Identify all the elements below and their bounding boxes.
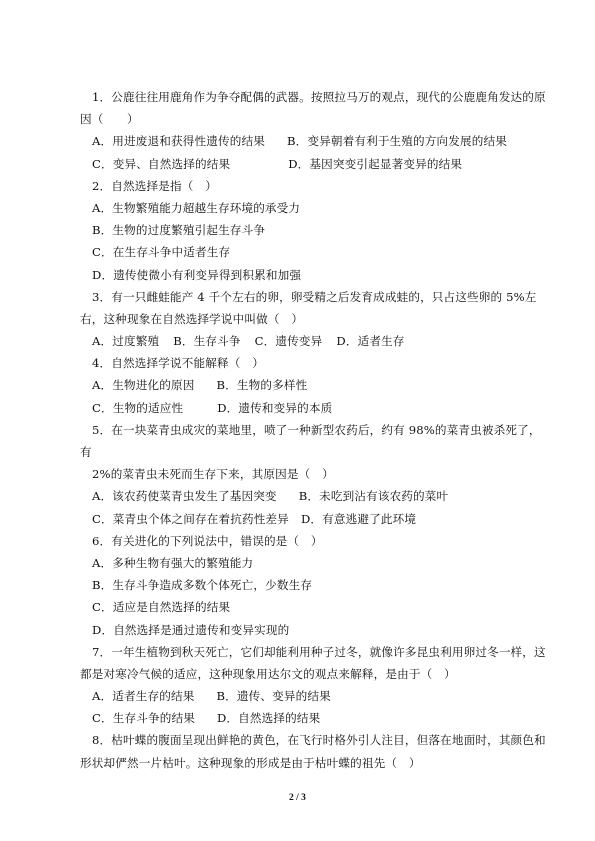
- question-7-stem-line-1: 7．一年生植物到秋天死亡，它们却能利用种子过冬，就像许多昆虫利用卵过冬一样，这: [92, 644, 546, 659]
- question-3-options-row: [80, 330, 520, 352]
- question-5-stem-line-1: 5．在一块菜青虫成灾的菜地里，喷了一种新型农药后，约有 98%的菜青虫被杀死了，: [92, 422, 541, 437]
- question-6-option-c: C．适应是自然选择的结果: [92, 600, 231, 615]
- question-2-stem: 2．自然选择是指（ ）: [92, 178, 217, 193]
- option-b: B．生物的多样性: [216, 378, 308, 393]
- question-4-options-row-1: [80, 374, 520, 396]
- option-c: C．菜青虫个体之间存在着抗药性差异: [92, 511, 289, 526]
- question-5-options-row-2: [80, 508, 520, 530]
- question-1-options-row-2: [80, 153, 520, 175]
- option-a: A．该农药使菜青虫发生了基因突变: [92, 489, 277, 504]
- option-c: C．变异、自然选择的结果: [92, 156, 231, 171]
- question-1-stem-line-2: 因（ ）: [80, 112, 139, 127]
- question-2-option-a: A．生物繁殖能力超越生存环境的承受力: [92, 200, 301, 215]
- question-2-option-b: B．生物的过度繁殖引起生存斗争: [92, 223, 266, 238]
- option-d: D．有意逃避了此环境: [300, 511, 417, 526]
- option-c: C．生物的适应性: [92, 400, 184, 415]
- question-5-stem-line-3: 2%的菜青虫未死而生存下来，其原因是（ ）: [92, 467, 334, 482]
- question-5-stem-line-2: 有: [80, 445, 92, 459]
- question-8-stem-line-1: 8．枯叶蝶的腹面呈现出鲜艳的黄色，在飞行时格外引人注目，但落在地面时，其颜色和: [92, 733, 546, 748]
- question-6-stem: 6．有关进化的下列说法中，错误的是（ ）: [92, 533, 323, 548]
- option-a: A．用进废退和获得性遗传的结果: [92, 134, 265, 149]
- question-3-stem-line-1: 3．有一只雌蛙能产 4 千个左右的卵，卵受精之后发育成成蛙的，只占这些卵的 5%左: [92, 289, 537, 304]
- option-c: C．遗传变异: [254, 334, 323, 349]
- question-4-options-row-2: [80, 397, 520, 419]
- question-1-stem-line-1: 1．公鹿往往用鹿角作为争夺配偶的武器。按照拉马万的观点，现代的公鹿鹿角发达的原: [92, 90, 546, 104]
- question-5-options-row-1: [80, 485, 520, 507]
- option-d: D．自然选择的结果: [216, 711, 321, 726]
- question-2-option-c: C．在生存斗争中适者生存: [92, 245, 231, 260]
- question-6-option-a: A．多种生物有强大的繁殖能力: [92, 555, 254, 570]
- option-c: C．生存斗争的结果: [92, 711, 195, 726]
- option-a: A．生物进化的原因: [92, 378, 195, 393]
- option-a: A．适者生存的结果: [92, 689, 195, 704]
- option-b: B．未吃到沾有该农药的菜叶: [298, 489, 449, 504]
- question-6-option-d: D．自然选择是通过遗传和变异实现的: [92, 622, 290, 637]
- question-8-stem-line-2: 形状却俨然一片枯叶。这种现象的形成是由于枯叶蝶的祖先（ ）: [80, 755, 421, 770]
- question-7-options-row-1: [80, 685, 520, 707]
- question-1-options-row-1: [80, 130, 520, 152]
- option-b: B．生存斗争: [173, 334, 241, 349]
- question-3-stem-line-2: 右，这种现象在自然选择学说中叫做（ ）: [80, 311, 304, 326]
- question-7-stem-line-2: 都是对寒冷气候的适应，这种现象用达尔文的观点来解释，是由于（ ）: [80, 666, 456, 681]
- option-a: A．过度繁殖: [92, 334, 160, 349]
- option-d: D．基因突变引起显著变异的结果: [288, 156, 463, 171]
- question-6-option-b: B．生存斗争造成多数个体死亡，少数生存: [92, 578, 313, 593]
- option-d: D．遗传和变异的本质: [217, 400, 333, 415]
- option-b: B．遗传、变异的结果: [216, 689, 331, 704]
- question-4-stem: 4．自然选择学说不能解释（ ）: [92, 356, 264, 371]
- option-b: B．变异朝着有利于生殖的方向发展的结果: [286, 134, 507, 149]
- page-number: 2 / 3: [289, 793, 306, 803]
- option-d: D．适者生存: [336, 334, 405, 349]
- question-7-options-row-2: [80, 707, 520, 729]
- question-list: [80, 86, 546, 774]
- question-2-option-d: D．遗传使微小有利变异得到积累和加强: [92, 267, 302, 282]
